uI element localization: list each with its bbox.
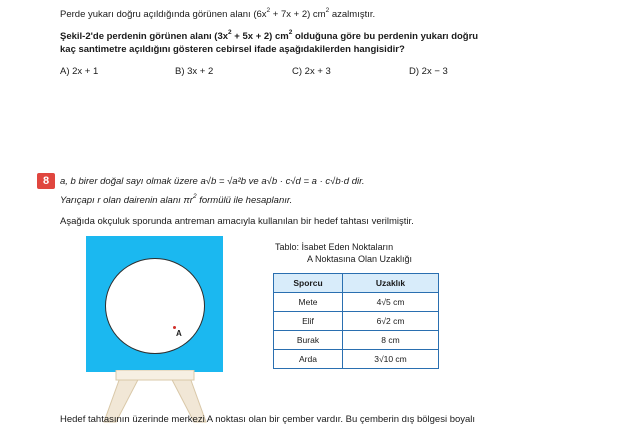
- q8-bottom-line: Hedef tahtasının üzerinde merkezi A noktası olan bir çember vardır. Bu çemberin dış bölgesi boyalı: [60, 414, 476, 425]
- table-cell-distance: 4√5 cm: [343, 293, 439, 312]
- table-caption-line1: Tablo: İsabet Eden Noktaların: [275, 242, 394, 252]
- table-row: [274, 293, 439, 312]
- q8-radius-line: Yarıçapı r olan dairenin alanı $\pi r^2$ formülü ile hesaplanır.: [60, 192, 293, 206]
- target-circle: [105, 258, 205, 354]
- table-header-distance: Uzaklık: [343, 274, 439, 293]
- table-row: [274, 312, 439, 331]
- distance-table: [273, 273, 439, 369]
- q7-option-a[interactable]: A) 2x + 1: [60, 66, 99, 77]
- table-cell-name: Elif: [274, 312, 343, 331]
- table-header-athlete: Sporcu: [274, 274, 343, 293]
- q7-option-c[interactable]: C) 2x + 3: [292, 66, 331, 77]
- table-cell-distance: 6√2 cm: [343, 312, 439, 331]
- q7-option-b[interactable]: B) 3x + 2: [175, 66, 214, 77]
- table-row: [274, 331, 439, 350]
- table-cell-name: Arda: [274, 350, 343, 369]
- center-label: A: [176, 329, 182, 338]
- q7-line1: Perde yukarı doğru açıldığında görünen alanı $(6x^2 + 7x + 2)$ $cm^2$ azalmıştır.: [60, 6, 376, 20]
- table-row: [274, 350, 439, 369]
- table-cell-distance: 3√10 cm: [343, 350, 439, 369]
- table-cell-name: Burak: [274, 331, 343, 350]
- table-cell-name: Mete: [274, 293, 343, 312]
- question-number-badge: 8: [37, 173, 55, 189]
- q7-line3: kaç santimetre açıldığını gösteren cebirsel ifade aşağıdakilerden hangisidir?: [60, 44, 405, 55]
- q7-option-d[interactable]: D) 2x − 3: [409, 66, 448, 77]
- q8-description: Aşağıda okçuluk sporunda antreman amacıyla kullanılan bir hedef tahtası verilmiştir.: [60, 216, 414, 227]
- target-board: [86, 236, 223, 372]
- q8-intro: a, b birer doğal sayı olmak üzere a√b = √a²b ve a√b · c√d = a · c√b·d dir.: [60, 176, 365, 187]
- table-caption-line2: A Noktasına Olan Uzaklığı: [307, 254, 413, 264]
- table-cell-distance: 8 cm: [343, 331, 439, 350]
- q7-line2: Şekil-2'de perdenin görünen alanı $(3x^2 + 5x + 2)$ $cm^2$ olduğuna göre bu perdenin yukarı doğru: [60, 28, 479, 42]
